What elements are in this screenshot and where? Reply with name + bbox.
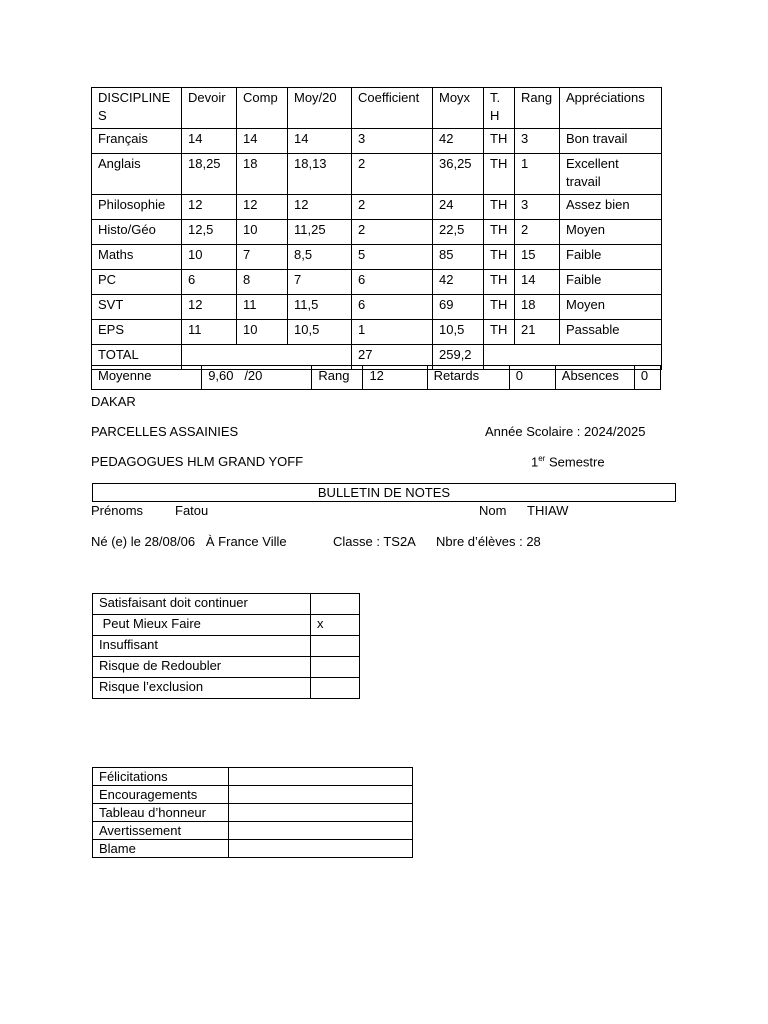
summary-table — [91, 365, 661, 390]
total-label: TOTAL — [92, 345, 182, 370]
appreciation-label: Peut Mieux Faire — [93, 615, 311, 636]
cell-moy20: 10,5 — [288, 320, 352, 345]
prenoms-value: Fatou — [175, 503, 209, 518]
cell-moy20: 8,5 — [288, 245, 352, 270]
cell-comp: 12 — [237, 195, 288, 220]
header-appreciations: Appréciations — [560, 88, 662, 129]
cell-appreciation: Passable — [560, 320, 662, 345]
list-item — [93, 615, 360, 636]
cell-discipline: EPS — [92, 320, 182, 345]
cell-appreciation: Moyen — [560, 220, 662, 245]
cell-th: TH — [484, 195, 515, 220]
header-moy20: Moy/20 — [288, 88, 352, 129]
appreciation-mark — [311, 594, 360, 615]
appreciation-label: Risque l’exclusion — [93, 678, 311, 699]
classe-info: Classe : TS2A — [333, 534, 416, 549]
list-item — [93, 804, 413, 822]
cell-rang: 14 — [515, 270, 560, 295]
appreciation-table — [92, 593, 360, 699]
distinction-label: Encouragements — [93, 786, 229, 804]
cell-th: TH — [484, 270, 515, 295]
cell-devoir: 12,5 — [182, 220, 237, 245]
cell-comp: 18 — [237, 154, 288, 195]
district: PARCELLES ASSAINIES — [91, 424, 239, 439]
appreciation-mark — [311, 636, 360, 657]
nom-label: Nom — [479, 503, 507, 518]
cell-moy20: 11,5 — [288, 295, 352, 320]
moyenne-value: 9,60 /20 — [202, 366, 312, 390]
total-moyx: 259,2 — [433, 345, 484, 370]
birth-info: Né (e) le 28/08/06 À France Ville — [91, 534, 287, 549]
cell-appreciation: Faible — [560, 245, 662, 270]
cell-moyx: 10,5 — [433, 320, 484, 345]
cell-rang: 3 — [515, 195, 560, 220]
rang-label: Rang — [312, 366, 363, 390]
table-row — [92, 270, 662, 295]
appreciation-label: Satisfaisant doit continuer — [93, 594, 311, 615]
distinction-mark — [229, 840, 413, 858]
distinction-mark — [229, 768, 413, 786]
cell-rang: 21 — [515, 320, 560, 345]
cell-appreciation: Excellent travail — [560, 154, 662, 195]
cell-coefficient: 6 — [352, 270, 433, 295]
appreciation-mark — [311, 678, 360, 699]
cell-moyx: 42 — [433, 129, 484, 154]
cell-rang: 15 — [515, 245, 560, 270]
cell-coefficient: 2 — [352, 220, 433, 245]
cell-rang: 1 — [515, 154, 560, 195]
cell-discipline: PC — [92, 270, 182, 295]
distinction-label: Tableau d’honneur — [93, 804, 229, 822]
cell-appreciation: Bon travail — [560, 129, 662, 154]
distinction-label: Félicitations — [93, 768, 229, 786]
cell-devoir: 6 — [182, 270, 237, 295]
nom-value: THIAW — [527, 503, 569, 518]
retards-value: 0 — [509, 366, 555, 390]
list-item — [93, 822, 413, 840]
distinction-label: Blame — [93, 840, 229, 858]
appreciation-label: Risque de Redoubler — [93, 657, 311, 678]
distinction-mark — [229, 822, 413, 840]
list-item — [93, 786, 413, 804]
cell-th: TH — [484, 220, 515, 245]
cell-th: TH — [484, 129, 515, 154]
header-disciplines: DISCIPLINES — [92, 88, 182, 129]
semester-number: 1 — [531, 454, 539, 470]
cell-coefficient: 3 — [352, 129, 433, 154]
grades-header-row — [92, 88, 662, 129]
appreciation-mark — [311, 657, 360, 678]
cell-comp: 10 — [237, 220, 288, 245]
header-rang: Rang — [515, 88, 560, 129]
cell-coefficient: 2 — [352, 154, 433, 195]
cell-th: TH — [484, 154, 515, 195]
cell-coefficient: 1 — [352, 320, 433, 345]
cell-th: TH — [484, 320, 515, 345]
cell-devoir: 12 — [182, 195, 237, 220]
cell-coefficient: 5 — [352, 245, 433, 270]
moyenne-label: Moyenne — [92, 366, 202, 390]
cell-devoir: 12 — [182, 295, 237, 320]
cell-appreciation: Assez bien — [560, 195, 662, 220]
cell-moy20: 12 — [288, 195, 352, 220]
city: DAKAR — [91, 394, 136, 409]
cell-moy20: 18,13 — [288, 154, 352, 195]
rang-value: 12 — [363, 366, 427, 390]
list-item — [93, 768, 413, 786]
cell-moyx: 36,25 — [433, 154, 484, 195]
cell-moyx: 85 — [433, 245, 484, 270]
distinction-mark — [229, 786, 413, 804]
table-row — [92, 195, 662, 220]
semester — [531, 454, 605, 469]
school-name: PEDAGOGUES HLM GRAND YOFF — [91, 454, 304, 469]
table-row — [92, 129, 662, 154]
cell-moyx: 69 — [433, 295, 484, 320]
appreciation-label: Insuffisant — [93, 636, 311, 657]
absences-value: 0 — [634, 366, 660, 390]
cell-devoir: 18,25 — [182, 154, 237, 195]
appreciation-mark: x — [311, 615, 360, 636]
absences-label: Absences — [555, 366, 634, 390]
distinction-mark — [229, 804, 413, 822]
cell-coefficient: 6 — [352, 295, 433, 320]
cell-rang: 3 — [515, 129, 560, 154]
header-comp: Comp — [237, 88, 288, 129]
cell-devoir: 11 — [182, 320, 237, 345]
list-item — [93, 636, 360, 657]
cell-discipline: Français — [92, 129, 182, 154]
cell-th: TH — [484, 245, 515, 270]
list-item — [93, 657, 360, 678]
cell-moy20: 7 — [288, 270, 352, 295]
cell-moy20: 14 — [288, 129, 352, 154]
list-item — [93, 678, 360, 699]
cell-moyx: 24 — [433, 195, 484, 220]
cell-devoir: 10 — [182, 245, 237, 270]
cell-comp: 14 — [237, 129, 288, 154]
cell-comp: 10 — [237, 320, 288, 345]
table-row — [92, 320, 662, 345]
header-devoir: Devoir — [182, 88, 237, 129]
header-coefficient: Coefficient — [352, 88, 433, 129]
cell-rang: 2 — [515, 220, 560, 245]
school-year: Année Scolaire : 2024/2025 — [485, 424, 646, 439]
cell-discipline: Anglais — [92, 154, 182, 195]
cell-discipline: Histo/Géo — [92, 220, 182, 245]
cell-comp: 8 — [237, 270, 288, 295]
table-row — [92, 220, 662, 245]
cell-appreciation: Faible — [560, 270, 662, 295]
cell-rang: 18 — [515, 295, 560, 320]
cell-coefficient: 2 — [352, 195, 433, 220]
retards-label: Retards — [427, 366, 509, 390]
cell-moyx: 22,5 — [433, 220, 484, 245]
cell-moyx: 42 — [433, 270, 484, 295]
summary-row — [92, 366, 661, 390]
cell-devoir: 14 — [182, 129, 237, 154]
semester-label: Semestre — [545, 454, 605, 470]
semester-suffix: er — [538, 454, 546, 463]
cell-appreciation: Moyen — [560, 295, 662, 320]
cell-moy20: 11,25 — [288, 220, 352, 245]
effectif-info: Nbre d’élèves : 28 — [436, 534, 541, 549]
table-row — [92, 245, 662, 270]
cell-th: TH — [484, 295, 515, 320]
distinction-table — [92, 767, 413, 858]
total-coefficient: 27 — [352, 345, 433, 370]
header-th: T.H — [484, 88, 515, 129]
cell-discipline: Maths — [92, 245, 182, 270]
table-row — [92, 154, 662, 195]
cell-comp: 11 — [237, 295, 288, 320]
cell-discipline: SVT — [92, 295, 182, 320]
table-row — [92, 295, 662, 320]
prenoms-label: Prénoms — [91, 503, 144, 518]
cell-comp: 7 — [237, 245, 288, 270]
bulletin-title: BULLETIN DE NOTES — [92, 483, 676, 502]
grades-table — [91, 87, 662, 370]
header-moyx: Moyx — [433, 88, 484, 129]
list-item — [93, 594, 360, 615]
cell-discipline: Philosophie — [92, 195, 182, 220]
distinction-label: Avertissement — [93, 822, 229, 840]
list-item — [93, 840, 413, 858]
